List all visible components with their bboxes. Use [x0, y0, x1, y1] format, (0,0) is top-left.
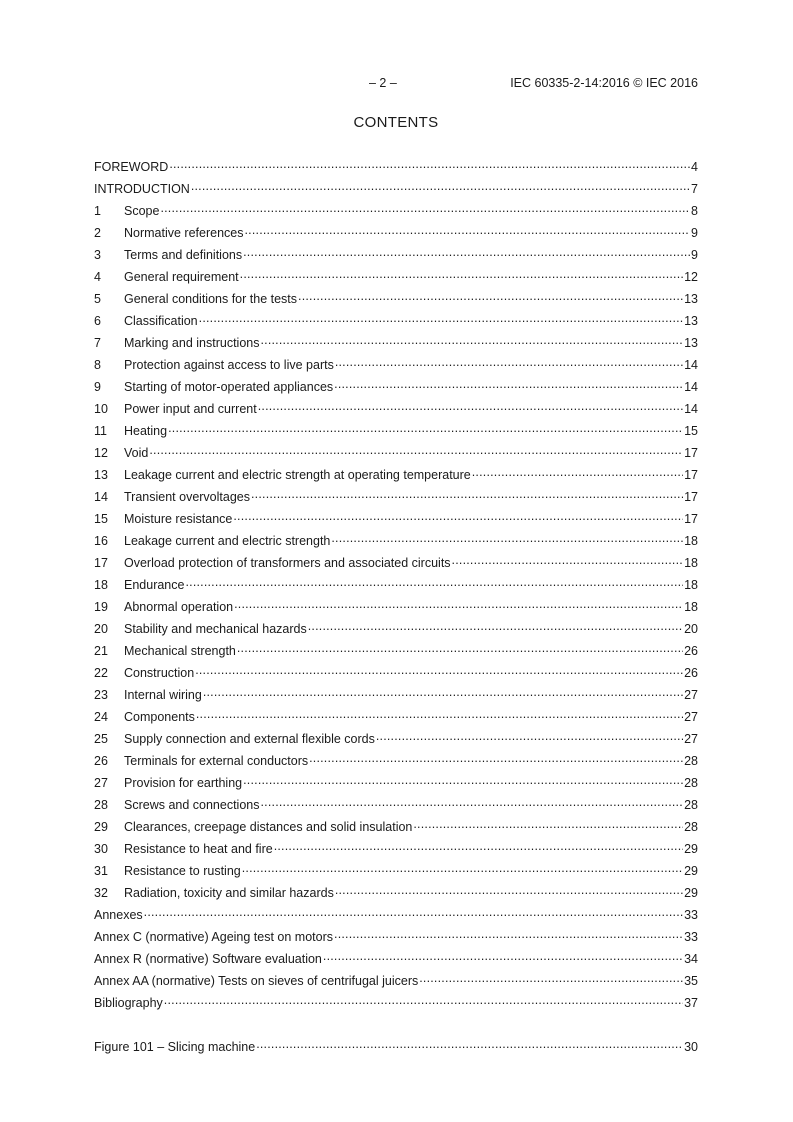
toc-entry-title: Annex R (normative) Software evaluation: [94, 952, 322, 966]
toc-entry-number: 24: [94, 710, 108, 724]
toc-entry-title: Leakage current and electric strength at operating temperature: [124, 468, 471, 482]
toc-entry-page: 4: [691, 160, 698, 174]
toc-entry-page: 26: [684, 666, 698, 680]
dot-leader: [195, 663, 683, 677]
dot-leader: [169, 157, 690, 171]
toc-entry-number: 16: [94, 534, 108, 548]
toc-entry-title: Components: [124, 710, 195, 724]
toc-entry-page: 28: [684, 820, 698, 834]
toc-entry-title: General conditions for the tests: [124, 292, 298, 306]
toc-entry-page: 33: [684, 908, 698, 922]
dot-leader: [413, 817, 683, 831]
toc-entry-title: Resistance to heat and fire: [124, 842, 273, 856]
toc-entry[interactable]: [94, 333, 698, 355]
dot-leader: [191, 179, 690, 193]
toc-entry[interactable]: [94, 641, 698, 663]
toc-entry-title: Endurance: [124, 578, 185, 592]
dot-leader: [323, 949, 683, 963]
dot-leader: [164, 993, 683, 1007]
toc-entry[interactable]: [94, 619, 698, 641]
toc-entry-number: 19: [94, 600, 108, 614]
toc-entry-page: 17: [684, 468, 698, 482]
toc-entry[interactable]: [94, 421, 698, 443]
toc-entry-title: Screws and connections: [124, 798, 260, 812]
toc-entry-page: 29: [684, 842, 698, 856]
toc-entry-page: 18: [684, 600, 698, 614]
toc-entry-title: Provision for earthing: [124, 776, 243, 790]
toc-entry-page: 29: [684, 886, 698, 900]
dot-leader: [334, 927, 683, 941]
toc-entry[interactable]: [94, 465, 698, 487]
section-spacer: [94, 1015, 698, 1037]
toc-entry-page: 35: [684, 974, 698, 988]
dot-leader: [168, 421, 683, 435]
toc-entry[interactable]: [94, 707, 698, 729]
toc-entry-title: Leakage current and electric strength: [124, 534, 331, 548]
toc-entry-number: 27: [94, 776, 108, 790]
toc-entry[interactable]: [94, 927, 698, 949]
dot-leader: [256, 1037, 683, 1051]
figure-entry[interactable]: [94, 1037, 698, 1059]
toc-entry[interactable]: [94, 663, 698, 685]
toc-entry[interactable]: [94, 377, 698, 399]
toc-entry-title: Abnormal operation: [124, 600, 234, 614]
dot-leader: [251, 487, 683, 501]
toc-entry-title: Transient overvoltages: [124, 490, 250, 504]
toc-entry-title: Scope: [124, 204, 160, 218]
toc-entry[interactable]: [94, 509, 698, 531]
toc-entry-number: 11: [94, 424, 107, 438]
toc-entry-page: 13: [684, 292, 698, 306]
toc-entry-title: Terms and definitions: [124, 248, 243, 262]
toc-entry-number: 20: [94, 622, 108, 636]
toc-entry[interactable]: [94, 179, 698, 201]
toc-entry-title: Heating: [124, 424, 168, 438]
toc-entry-title: Marking and instructions: [124, 336, 260, 350]
toc-entry-title: Mechanical strength: [124, 644, 236, 658]
toc-entry[interactable]: [94, 597, 698, 619]
toc-entry-page: 28: [684, 798, 698, 812]
toc-entry[interactable]: [94, 685, 698, 707]
dot-leader: [233, 509, 683, 523]
toc-entry-page: 8: [691, 204, 698, 218]
toc-entry-title: Construction: [124, 666, 195, 680]
toc-entry-title: Classification: [124, 314, 198, 328]
dot-leader: [149, 443, 683, 457]
contents-title: CONTENTS: [353, 114, 439, 131]
toc-entry-number: 31: [94, 864, 108, 878]
toc-entry-number: 1: [94, 204, 101, 218]
toc-entry[interactable]: [94, 531, 698, 553]
dot-leader: [196, 707, 683, 721]
dot-leader: [472, 465, 683, 479]
toc-entry-page: 18: [684, 534, 698, 548]
toc-entry-page: 12: [684, 270, 698, 284]
toc-entry-number: 23: [94, 688, 108, 702]
dot-leader: [335, 883, 683, 897]
toc-entry-number: 26: [94, 754, 108, 768]
toc-entry-title: Protection against access to live parts: [124, 358, 334, 372]
dot-leader: [160, 201, 690, 215]
toc-entry-page: 18: [684, 578, 698, 592]
toc-entry-page: 9: [691, 248, 698, 262]
toc-entry-title: FOREWORD: [94, 160, 169, 174]
toc-entry-page: 14: [684, 358, 698, 372]
toc-entry-title: Moisture resistance: [124, 512, 233, 526]
toc-entry-title: Radiation, toxicity and similar hazards: [124, 886, 334, 900]
toc-entry-number: 25: [94, 732, 108, 746]
dot-leader: [452, 553, 684, 567]
toc-entry-page: 13: [684, 314, 698, 328]
standard-reference: IEC 60335-2-14:2016 © IEC 2016: [510, 76, 698, 90]
toc-entry-title: Annexes: [94, 908, 143, 922]
dot-leader: [309, 751, 683, 765]
toc-entry-title: INTRODUCTION: [94, 182, 190, 196]
toc-entry-page: 13: [684, 336, 698, 350]
dot-leader: [245, 223, 691, 237]
dot-leader: [242, 861, 683, 875]
toc-entry-number: 17: [94, 556, 108, 570]
toc-entry[interactable]: [94, 773, 698, 795]
toc-entry[interactable]: [94, 971, 698, 993]
dot-leader: [274, 839, 683, 853]
toc-entry[interactable]: [94, 443, 698, 465]
toc-entry-number: 22: [94, 666, 108, 680]
toc-entry[interactable]: [94, 289, 698, 311]
toc-entry-title: Bibliography: [94, 996, 163, 1010]
dot-leader: [185, 575, 683, 589]
dot-leader: [331, 531, 683, 545]
toc-entry-page: 15: [684, 424, 698, 438]
dot-leader: [237, 641, 683, 655]
toc-entry-page: 14: [684, 402, 698, 416]
toc-entry[interactable]: [94, 861, 698, 883]
toc-entry-number: 8: [94, 358, 101, 372]
dot-leader: [199, 311, 683, 325]
toc-entry-number: 2: [94, 226, 101, 240]
toc-entry-page: 26: [684, 644, 698, 658]
toc-entry[interactable]: [94, 993, 698, 1015]
toc-entry-title: Overload protection of transformers and associated circuits: [124, 556, 451, 570]
toc-entry[interactable]: [94, 201, 698, 223]
toc-entry-number: 5: [94, 292, 101, 306]
toc-entry-number: 21: [94, 644, 108, 658]
toc-entry-title: General requirement: [124, 270, 239, 284]
toc-entry-number: 28: [94, 798, 108, 812]
toc-entry-number: 29: [94, 820, 108, 834]
toc-entry-page: 9: [691, 226, 698, 240]
dot-leader: [334, 377, 683, 391]
toc-entry-page: 27: [684, 732, 698, 746]
toc-entry-page: 30: [684, 1040, 698, 1054]
toc-entry[interactable]: [94, 487, 698, 509]
toc-entry[interactable]: [94, 817, 698, 839]
dot-leader: [243, 245, 690, 259]
toc-entry[interactable]: [94, 729, 698, 751]
toc-entry-number: 12: [94, 446, 108, 460]
toc-entry[interactable]: [94, 795, 698, 817]
table-of-contents: [94, 157, 698, 1059]
toc-entry[interactable]: [94, 157, 698, 179]
dot-leader: [419, 971, 683, 985]
toc-entry-page: 20: [684, 622, 698, 636]
toc-entry-page: 14: [684, 380, 698, 394]
toc-entry-title: Resistance to rusting: [124, 864, 241, 878]
toc-entry-page: 27: [684, 710, 698, 724]
toc-entry-page: 34: [684, 952, 698, 966]
dot-leader: [376, 729, 683, 743]
toc-entry[interactable]: [94, 399, 698, 421]
dot-leader: [203, 685, 683, 699]
toc-entry-number: 9: [94, 380, 101, 394]
toc-entry-title: Internal wiring: [124, 688, 202, 702]
toc-entry[interactable]: [94, 751, 698, 773]
toc-entry-page: 28: [684, 776, 698, 790]
toc-entry-title: Figure 101 – Slicing machine: [94, 1040, 256, 1054]
toc-entry[interactable]: [94, 267, 698, 289]
toc-entry-title: Supply connection and external flexible cords: [124, 732, 375, 746]
toc-entry[interactable]: [94, 883, 698, 905]
toc-entry-page: 18: [684, 556, 698, 570]
toc-entry-number: 18: [94, 578, 108, 592]
toc-entry-page: 27: [684, 688, 698, 702]
toc-entry-title: Annex C (normative) Ageing test on motors: [94, 930, 334, 944]
toc-entry-title: Void: [124, 446, 149, 460]
dot-leader: [240, 267, 683, 281]
toc-entry-title: Power input and current: [124, 402, 257, 416]
page-header: [94, 76, 698, 92]
toc-entry-page: 7: [691, 182, 698, 196]
toc-entry[interactable]: [94, 905, 698, 927]
toc-entry[interactable]: [94, 553, 698, 575]
toc-entry-page: 29: [684, 864, 698, 878]
toc-entry-title: Stability and mechanical hazards: [124, 622, 307, 636]
toc-entry[interactable]: [94, 245, 698, 267]
dot-leader: [243, 773, 683, 787]
toc-entry-page: 37: [684, 996, 698, 1010]
toc-entry[interactable]: [94, 355, 698, 377]
dot-leader: [144, 905, 683, 919]
toc-entry-number: 14: [94, 490, 108, 504]
toc-entry[interactable]: [94, 311, 698, 333]
toc-entry-title: Starting of motor-operated appliances: [124, 380, 334, 394]
toc-entry[interactable]: [94, 575, 698, 597]
dot-leader: [234, 597, 683, 611]
toc-entry-title: Annex AA (normative) Tests on sieves of centrifugal juicers: [94, 974, 419, 988]
dot-leader: [298, 289, 683, 303]
dot-leader: [260, 333, 683, 347]
toc-entry-page: 17: [684, 512, 698, 526]
toc-entry-number: 4: [94, 270, 101, 284]
toc-entry-page: 33: [684, 930, 698, 944]
toc-entry-page: 28: [684, 754, 698, 768]
toc-entry-title: Terminals for external conductors: [124, 754, 309, 768]
toc-entry-page: 17: [684, 446, 698, 460]
toc-entry-number: 30: [94, 842, 108, 856]
toc-entry-number: 6: [94, 314, 101, 328]
dot-leader: [258, 399, 683, 413]
page-number: – 2 –: [369, 76, 397, 90]
dot-leader: [335, 355, 683, 369]
toc-entry-number: 32: [94, 886, 108, 900]
toc-entry-number: 13: [94, 468, 108, 482]
toc-entry-title: Clearances, creepage distances and solid insulation: [124, 820, 413, 834]
toc-entry-number: 3: [94, 248, 101, 262]
toc-entry-number: 15: [94, 512, 108, 526]
toc-entry-number: 10: [94, 402, 108, 416]
toc-entry[interactable]: [94, 223, 698, 245]
toc-entry[interactable]: [94, 839, 698, 861]
dot-leader: [261, 795, 684, 809]
toc-entry-title: Normative references: [124, 226, 244, 240]
dot-leader: [308, 619, 683, 633]
toc-entry[interactable]: [94, 949, 698, 971]
toc-entry-page: 17: [684, 490, 698, 504]
toc-entry-number: 7: [94, 336, 101, 350]
